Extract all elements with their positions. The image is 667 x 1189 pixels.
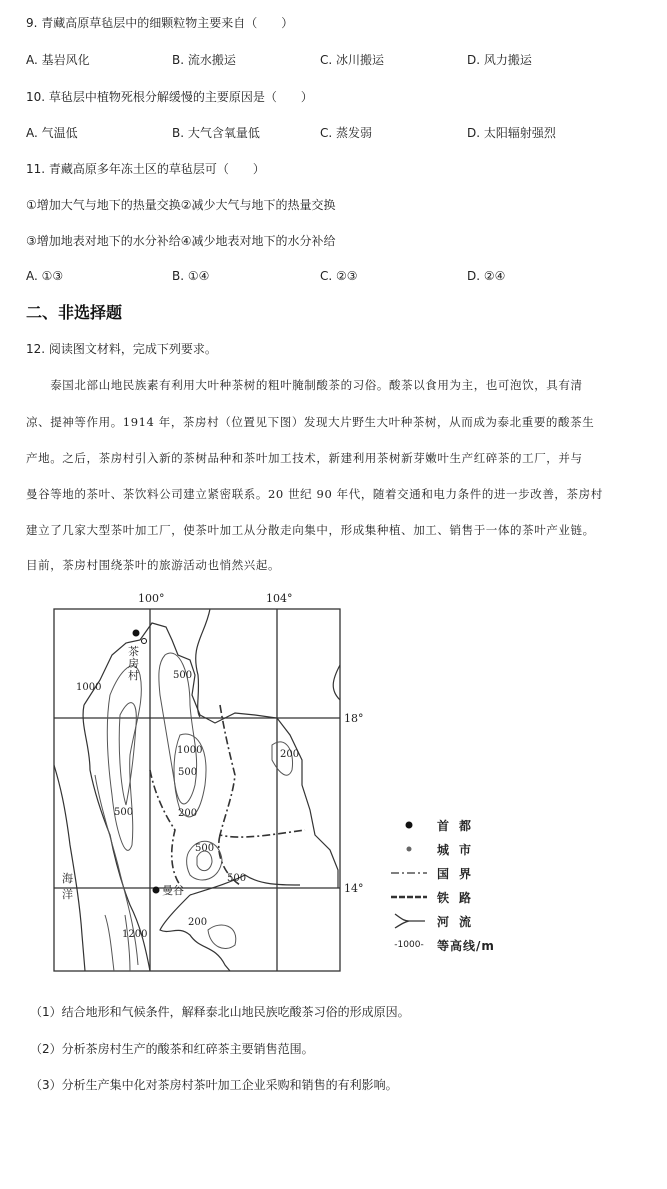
legend-river: 河流: [385, 911, 525, 935]
q11-option-a: A. ①③: [26, 269, 64, 283]
paragraph-line-5: 建立了几家大型茶叶加工厂，使茶叶加工从分散走向集中，形成集种植、加工、销售于一体的茶叶产业链。: [26, 523, 595, 537]
thailand-map: [40, 585, 380, 985]
q10-option-a: A. 气温低: [26, 126, 78, 140]
q10-option-c: C. 蒸发弱: [320, 126, 373, 140]
subquestion-3: （3）分析生产集中化对茶房村茶叶加工企业采购和销售的有利影响。: [30, 1078, 398, 1092]
ocean-label-1: 海: [62, 872, 73, 885]
svg-text:500: 500: [227, 873, 247, 884]
legend-border: 国界: [385, 863, 525, 887]
svg-text:500: 500: [173, 670, 193, 681]
city-symbol: [142, 639, 147, 644]
capital-dot-icon: [385, 815, 433, 835]
subquestion-1: （1）结合地形和气候条件，解释泰北山地民族吃酸茶习俗的形成原因。: [30, 1005, 410, 1019]
legend-contour: -1000- 等高线/m: [385, 935, 525, 959]
q11-option-c: C. ②③: [320, 269, 358, 283]
svg-text:200: 200: [178, 808, 198, 819]
paragraph-line-1: 泰国北部山地民族素有利用大叶种茶树的粗叶腌制酸茶的习俗。酸茶以食用为主，也可泡饮，具有清: [26, 378, 583, 392]
contour-icon: -1000-: [394, 940, 424, 950]
svg-text:1000: 1000: [76, 682, 102, 693]
village-label-2: 房: [128, 657, 139, 670]
village-label-3: 村: [128, 669, 139, 682]
q10-option-b: B. 大气含氧量低: [172, 126, 260, 140]
q11-statement-2: ③增加地表对地下的水分补给④减少地表对地下的水分补给: [26, 234, 336, 248]
svg-text:200: 200: [188, 917, 208, 928]
svg-text:500: 500: [195, 843, 215, 854]
capital-symbol-village: [133, 630, 140, 637]
legend-city: 城市: [385, 839, 525, 863]
paragraph-line-6: 目前，茶房村围绕茶叶的旅游活动也悄然兴起。: [26, 558, 281, 572]
subquestion-2: （2）分析茶房村生产的酸茶和红碎茶主要销售范围。: [30, 1042, 314, 1056]
q9-option-c: C. 冰川搬运: [320, 53, 385, 67]
q9-option-a: A. 基岩风化: [26, 53, 90, 67]
river-icon: [385, 911, 433, 931]
city-dot-icon: [385, 839, 433, 859]
question-12-stem: 12. 阅读图文材料，完成下列要求。: [26, 342, 217, 356]
map-legend: [385, 815, 525, 959]
latitude-label-14: 14°: [344, 882, 364, 895]
svg-text:1000: 1000: [177, 745, 203, 756]
capital-symbol-bangkok: [153, 887, 160, 894]
q9-option-b: B. 流水搬运: [172, 53, 236, 67]
border-line-icon: [385, 863, 433, 883]
longitude-label-100: 100°: [138, 592, 165, 605]
q11-option-b: B. ①④: [172, 269, 210, 283]
q11-option-d: D. ②④: [467, 269, 506, 283]
section-heading: 二、非选择题: [26, 303, 123, 322]
svg-text:500: 500: [114, 807, 134, 818]
svg-text:1200: 1200: [122, 929, 148, 940]
paragraph-line-3: 产地。之后，茶房村引入新的茶树品种和茶叶加工技术，新建利用茶树新芽嫩叶生产红碎茶的工厂，并与: [26, 451, 583, 465]
longitude-label-104: 104°: [266, 592, 293, 605]
q9-option-d: D. 风力搬运: [467, 53, 532, 67]
map-figure: [40, 585, 380, 985]
q10-option-d: D. 太阳辐射强烈: [467, 126, 556, 140]
legend-capital: 首都: [385, 815, 525, 839]
question-11-stem: 11. 青藏高原多年冻土区的草毡层可（ ）: [26, 162, 265, 176]
paragraph-line-4: 曼谷等地的茶叶、茶饮料公司建立紧密联系。20 世纪 90 年代，随着交通和电力条件的进一步改善，茶房村: [26, 487, 603, 501]
question-10-stem: 10. 草毡层中植物死根分解缓慢的主要原因是（ ）: [26, 90, 313, 104]
paragraph-line-2: 凉、提神等作用。1914 年，茶房村（位置见下图）发现大片野生大叶种茶树，从而成为泰北重要的酸茶生: [26, 415, 595, 429]
ocean-label-2: 洋: [62, 888, 73, 901]
bangkok-label: 曼谷: [162, 884, 184, 897]
svg-text:200: 200: [280, 749, 300, 760]
railway-line-icon: [385, 887, 433, 907]
svg-text:500: 500: [178, 767, 198, 778]
latitude-label-18: 18°: [344, 712, 364, 725]
question-9-stem: 9. 青藏高原草毡层中的细颗粒物主要来自（ ）: [26, 16, 294, 30]
legend-railway: 铁路: [385, 887, 525, 911]
village-label-1: 茶: [128, 645, 139, 658]
q11-statement-1: ①增加大气与地下的热量交换②减少大气与地下的热量交换: [26, 198, 336, 212]
